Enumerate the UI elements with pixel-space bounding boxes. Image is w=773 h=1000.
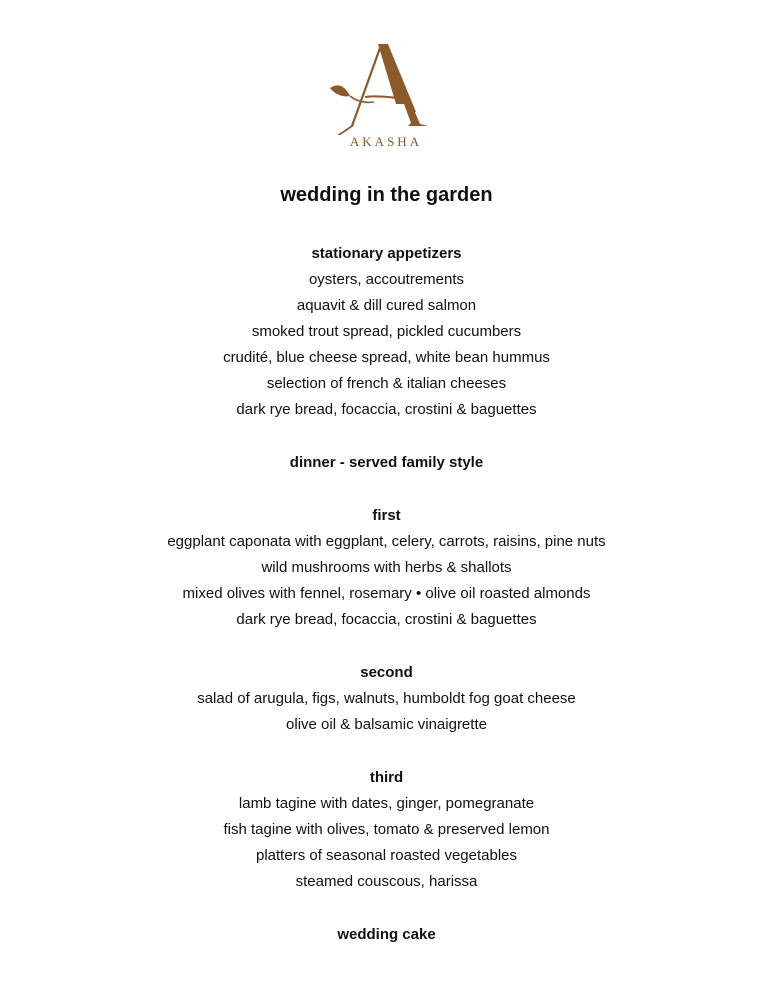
menu-title: wedding in the garden [280, 184, 493, 206]
menu-item: aquavit & dill cured salmon [296, 297, 477, 314]
section-heading: wedding cake [337, 926, 436, 943]
menu-item: fish tagine with olives, tomato & preserved lemon [223, 821, 550, 838]
menu-body [0, 241, 773, 948]
menu-item: oysters, accoutrements [308, 271, 465, 288]
menu-item: wild mushrooms with herbs & shallots [261, 559, 512, 576]
menu-item: olive oil & balsamic vinaigrette [286, 716, 487, 733]
menu-item: platters of seasonal roasted vegetables [256, 847, 517, 864]
section-heading: stationary appetizers [311, 245, 462, 262]
section-second [0, 660, 773, 738]
akasha-logo [316, 40, 456, 155]
section-heading: second [360, 664, 413, 681]
section-first [0, 503, 773, 633]
menu-item: steamed couscous, harissa [295, 873, 478, 890]
menu-item: dark rye bread, focaccia, crostini & baguettes [236, 401, 537, 418]
section-wedding-cake [0, 922, 773, 948]
spacer [0, 633, 773, 660]
section-heading: third [369, 769, 404, 786]
akasha-a-mark-icon [316, 40, 456, 135]
menu-item: smoked trout spread, pickled cucumbers [251, 323, 522, 340]
brand-name: AKASHA [349, 134, 423, 149]
section-heading: dinner - served family style [289, 454, 484, 471]
section-stationary-appetizers [0, 241, 773, 423]
menu-item: eggplant caponata with eggplant, celery, carrots, raisins, pine nuts [167, 533, 606, 550]
spacer [0, 423, 773, 450]
menu-item: crudité, blue cheese spread, white bean hummus [223, 349, 550, 366]
menu-item: mixed olives with fennel, rosemary • olive oil roasted almonds [182, 585, 591, 602]
menu-item: selection of french & italian cheeses [266, 375, 507, 392]
spacer [0, 895, 773, 922]
section-heading: first [372, 507, 401, 524]
section-dinner [0, 450, 773, 476]
menu-item: salad of arugula, figs, walnuts, humboldt fog goat cheese [197, 690, 576, 707]
spacer [0, 476, 773, 503]
section-third [0, 765, 773, 895]
menu-item: lamb tagine with dates, ginger, pomegranate [238, 795, 535, 812]
spacer [0, 738, 773, 765]
menu-item: dark rye bread, focaccia, crostini & baguettes [236, 611, 537, 628]
